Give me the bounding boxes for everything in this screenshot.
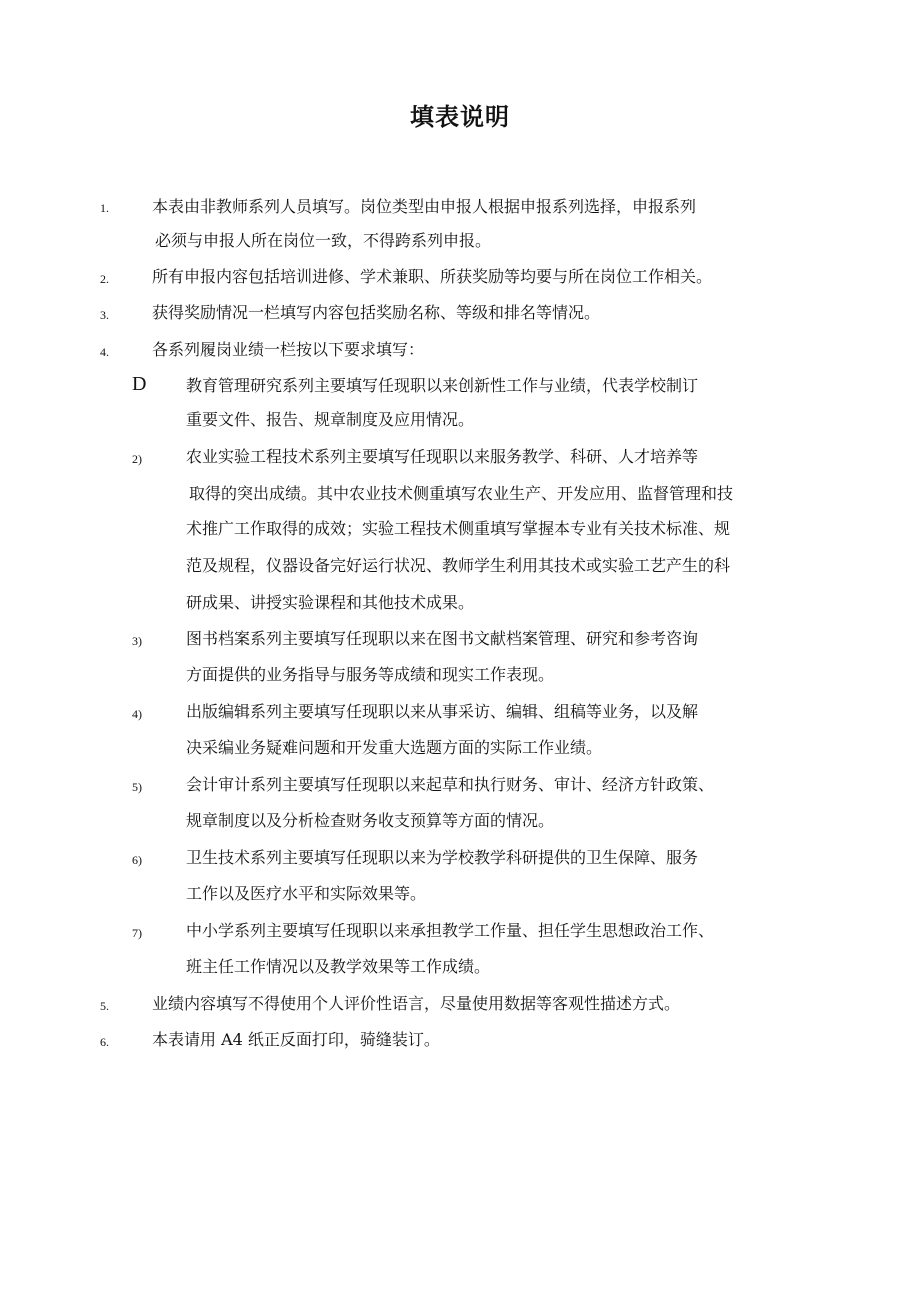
subitem-text-line: 班主任工作情况以及教学效果等工作成绩。 [186,957,491,976]
subitem-text-line: 研成果、讲授实验课程和其他技术成果。 [186,593,475,612]
subitem-text-line: 方面提供的业务指导与服务等成绩和现实工作表现。 [186,665,555,684]
item-number: 3. [100,308,109,322]
subitem-text-line: 工作以及医疗水平和实际效果等。 [186,884,427,903]
subitem-text-line: 范及规程，仪器设备完好运行状况、教师学生利用其技术或实验工艺产生的科 [186,556,731,575]
subitem-text-line: 规章制度以及分析检查财务收支预算等方面的情况。 [186,811,555,830]
subitem-number: D [132,373,147,395]
subitem-text-line: 农业实验工程技术系列主要填写任现职以来服务教学、科研、人才培养等 [186,447,699,466]
subitem-number: 2) [132,452,142,466]
item-text-line: 获得奖励情况一栏填写内容包括奖励名称、等级和排名等情况。 [152,303,601,322]
subitem-number: 5) [132,780,142,794]
subitem-number: 4) [132,707,142,721]
subitem-text-line: 决采编业务疑难问题和开发重大选题方面的实际工作业绩。 [186,738,603,757]
item-text-line: 本表请用 A4 纸正反面打印，骑缝装订。 [152,1030,440,1049]
item-number: 6. [100,1035,109,1049]
page-title: 填表说明 [410,103,510,131]
item-number: 1. [100,201,109,215]
item-text-line: 各系列履岗业绩一栏按以下要求填写： [152,340,425,359]
item-number: 4. [100,345,109,359]
item-text-line: 业绩内容填写不得使用个人评价性语言，尽量使用数据等客观性描述方式。 [152,994,681,1013]
subitem-text-line: 会计审计系列主要填写任现职以来起草和执行财务、审计、经济方针政策、 [186,775,715,794]
item-number: 5. [100,999,109,1013]
subitem-text-line: 重要文件、报告、规章制度及应用情况。 [186,410,475,429]
subitem-number: 7) [132,926,142,940]
item-number: 2. [100,272,109,286]
subitem-text-line: 取得的突出成绩。其中农业技术侧重填写农业生产、开发应用、监督管理和技 [189,484,734,503]
subitem-number: 6) [132,853,142,867]
subitem-text-line: 出版编辑系列主要填写任现职以来从事采访、编辑、组稿等业务，以及解 [186,702,699,721]
subitem-text-line: 教育管理研究系列主要填写任现职以来创新性工作与业绩，代表学校制订 [186,376,699,395]
item-text-line: 本表由非教师系列人员填写。岗位类型由申报人根据申报系列选择，申报系列 [152,197,697,216]
subitem-text-line: 卫生技术系列主要填写任现职以来为学校教学科研提供的卫生保障、服务 [186,848,699,867]
item-text-line: 必须与申报人所在岗位一致，不得跨系列申报。 [155,231,492,250]
item-text-line: 所有申报内容包括培训进修、学术兼职、所获奖励等均要与所在岗位工作相关。 [152,267,713,286]
subitem-number: 3) [132,634,142,648]
subitem-text-line: 图书档案系列主要填写任现职以来在图书文献档案管理、研究和参考咨询 [186,629,699,648]
subitem-text-line: 中小学系列主要填写任现职以来承担教学工作量、担任学生思想政治工作、 [186,921,715,940]
subitem-text-line: 术推广工作取得的成效；实验工程技术侧重填写掌握本专业有关技术标准、规 [186,519,731,538]
